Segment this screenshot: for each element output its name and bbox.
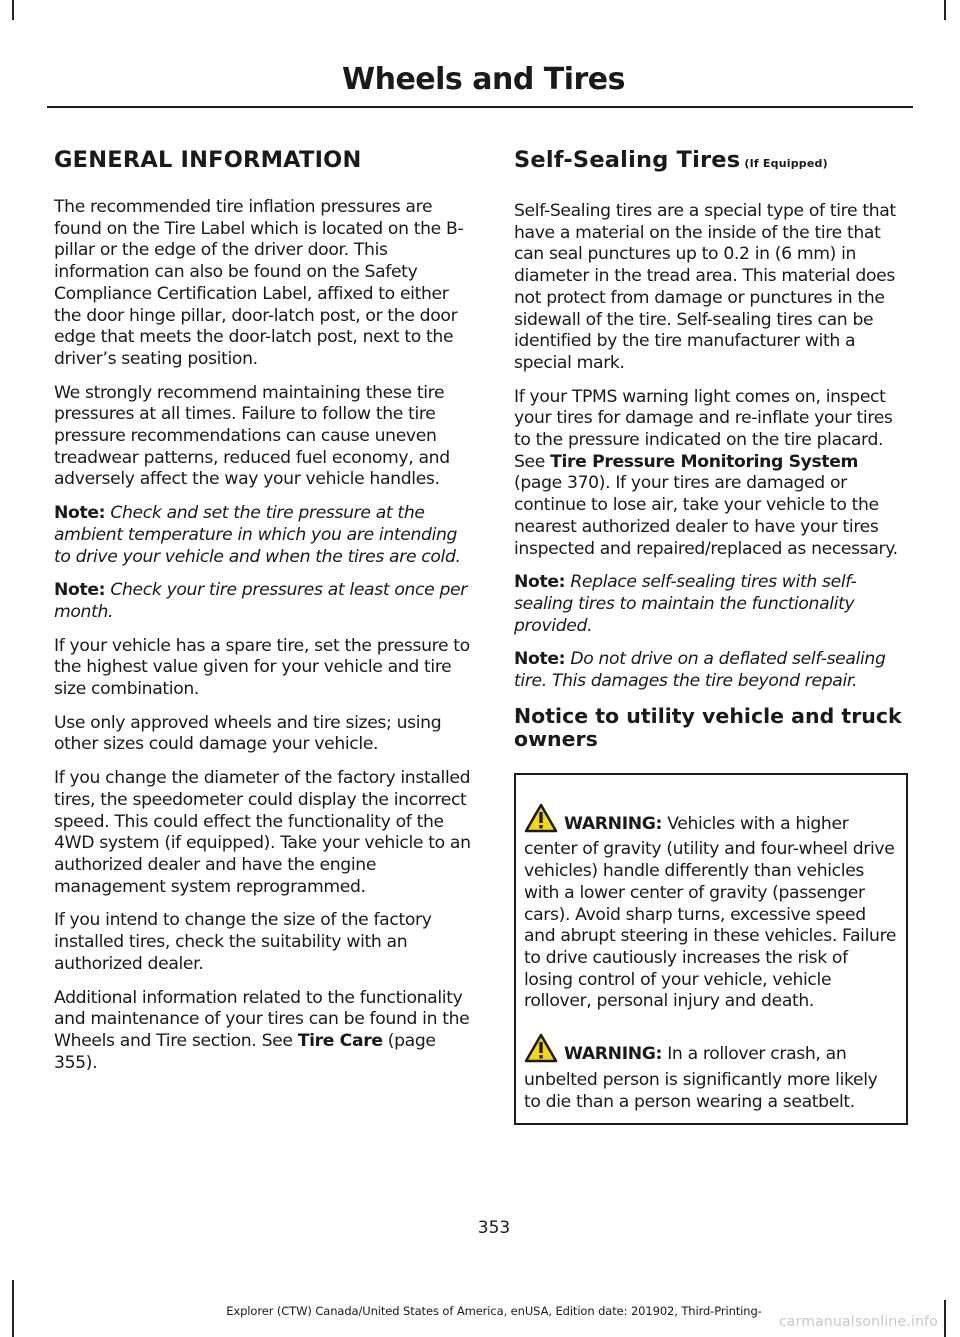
page-header-title: Wheels and Tires xyxy=(342,62,625,97)
heading-text: Self-Sealing Tires xyxy=(514,147,741,173)
tire-care-link[interactable]: Tire Care xyxy=(297,1030,383,1051)
paragraph: If you change the diameter of the factory installed tires, the speedometer could display the incorrect speed. This could effect the functionality of the 4WD system (if equipped). Take your vehicle to an authorized dealer and have the engine management system reprogrammed. xyxy=(54,768,471,897)
warning-box xyxy=(514,773,908,1125)
crop-mark-top-right xyxy=(944,0,946,20)
paragraph-text: Additional information related to the functionality and maintenance of your tires can be found in the Wheels and Tire section. See xyxy=(54,987,470,1051)
paragraph: If your vehicle has a spare tire, set the pressure to the highest value given for your vehicle and tire size combination. xyxy=(54,635,470,700)
warning-triangle-icon xyxy=(524,803,558,840)
paragraph-text: (page 370). If your tires are damaged or continue to lose air, take your vehicle to the nearest authorized dealer to have your tires inspected and repaired/replaced as necessary. xyxy=(514,473,898,559)
section-heading-self-sealing-tires xyxy=(514,145,908,179)
note-text: Check your tire pressures at least once per month. xyxy=(54,580,467,622)
header-divider xyxy=(47,106,913,108)
note-label: Note: xyxy=(514,572,566,593)
subheading-utility-vehicle-notice: Notice to utility vehicle and truck owners xyxy=(514,703,902,751)
page-number: 353 xyxy=(477,1218,511,1238)
note-label: Note: xyxy=(514,649,566,670)
tpms-link[interactable]: Tire Pressure Monitoring System xyxy=(550,451,859,472)
note xyxy=(514,572,908,637)
note-text: Check and set the tire pressure at the ambient temperature in which you are intending to drive your vehicle and when the tires are cold. xyxy=(54,503,461,567)
paragraph: We strongly recommend maintaining these tire pressures at all times. Failure to follow the tire pressure recommendations can cause uneven treadwear patterns, reduced fuel economy, and adversely affect the way your vehicle handles. xyxy=(54,382,450,490)
crop-mark-top-left xyxy=(12,0,14,20)
paragraph-text: If your TPMS warning light comes on, inspect your tires for damage and re-inflate your tires to the pressure indicated on the tire placard. See xyxy=(514,386,893,472)
note-text: Replace self-sealing tires with self-sealing tires to maintain the functionality provided. xyxy=(514,572,857,636)
left-column xyxy=(54,145,474,1086)
right-column xyxy=(514,145,908,1125)
paragraph: Self-Sealing tires are a special type of tire that have a material on the inside of the tire that can seal punctures up to 0.2 in (6 mm) in diameter in the tread area. This material does not protect from damage or punctures in the sidewall of the tire. Self-sealing tires can be identified by the tire manufacturer with a special mark. xyxy=(514,201,896,373)
paragraph xyxy=(54,988,474,1075)
paragraph xyxy=(514,387,908,561)
section-heading-general-information: GENERAL INFORMATION xyxy=(54,147,362,173)
paragraph: Use only approved wheels and tire sizes; using other sizes could damage your vehicle. xyxy=(54,712,442,755)
warning-paragraph xyxy=(524,1033,898,1113)
paragraph: If you intend to change the size of the factory installed tires, check the suitability with an authorized dealer. xyxy=(54,910,432,974)
heading-qualifier: (If Equipped) xyxy=(740,157,828,170)
page-reference: (page 355). xyxy=(54,1030,436,1073)
note-text: Do not drive on a deflated self-sealing tire. This damages the tire beyond repair. xyxy=(514,649,886,692)
note xyxy=(514,649,908,692)
note xyxy=(54,503,474,568)
paragraph: The recommended tire inflation pressures are found on the Tire Label which is located on the B-pillar or the edge of the driver door. This information can also be found on the Safety Compliance Certification Label, affixed to either the door hinge pillar, door-latch post, or the door edge that meets the door-latch post, next to the driver’s seating position. xyxy=(54,197,464,369)
watermark: carmanualsonline.info xyxy=(778,1314,938,1330)
note-label: Note: xyxy=(54,503,106,524)
warning-text: In a rollover crash, an unbelted person is significantly more likely to die than a person wearing a seatbelt. xyxy=(524,1044,878,1112)
warning-text: Vehicles with a higher center of gravity (utility and four-wheel drive vehicles) handle differently than vehicles with a lower center of gravity (passenger cars). Avoid sharp turns, excessive speed and abrupt steering in these vehicles. Failure to drive cautiously increases the risk of losing control of your vehicle, vehicle rollover, personal injury and death. xyxy=(524,813,897,1012)
footer-edition-text: Explorer (CTW) Canada/United States of America, enUSA, Edition date: 201902, Third-Printing- xyxy=(226,1304,762,1318)
warning-label: WARNING: xyxy=(564,1044,663,1065)
warning-paragraph xyxy=(524,803,898,1013)
note-label: Note: xyxy=(54,580,106,601)
warning-label: WARNING: xyxy=(564,813,663,834)
note xyxy=(54,580,474,623)
warning-triangle-icon xyxy=(524,1033,558,1070)
